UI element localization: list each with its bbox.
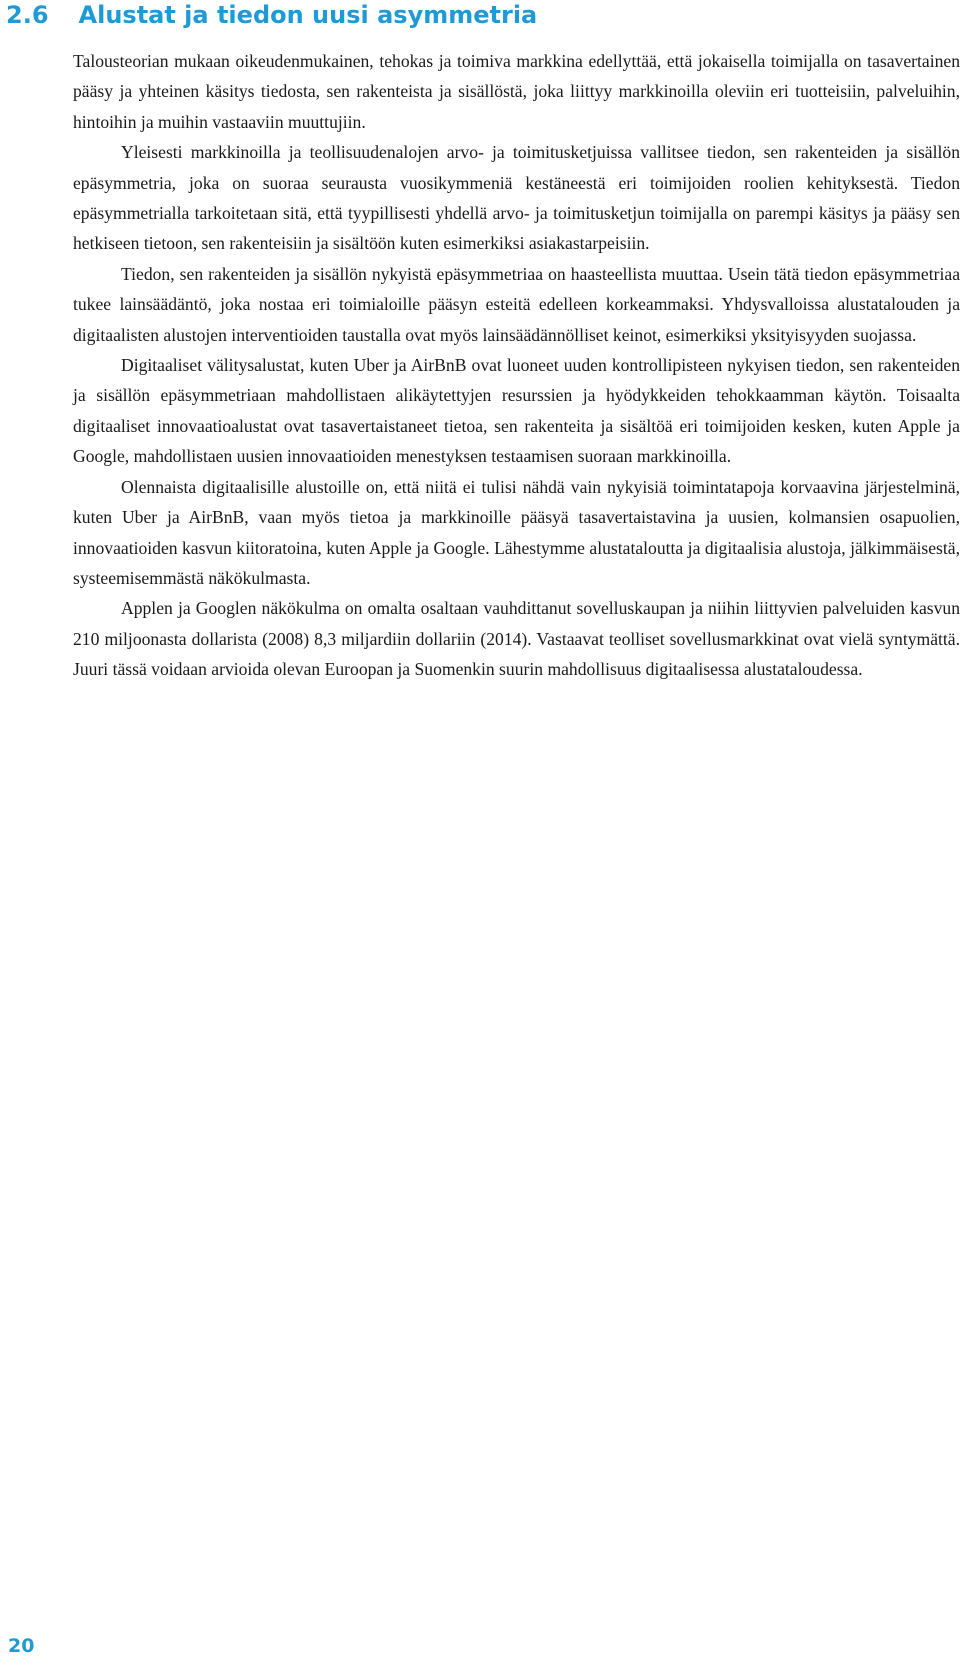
section-title: Alustat ja tiedon uusi asymmetria xyxy=(78,1,538,29)
paragraph-3: Tiedon, sen rakenteiden ja sisällön nykyistä epäsymmetriaa on haasteellista muuttaa. Usein tätä tiedon epäsymmetriaa tukee lainsäädäntö, joka nostaa eri toimialoille pääsyn esteitä edelleen korkeammaksi. Yhdysvalloissa alustatalouden ja digitaalisten alustojen interventioiden taustalla ovat myös lainsäädännölliset keinot, esimerkiksi yksityisyyden suojassa. xyxy=(73,263,960,345)
body-text xyxy=(73,46,960,685)
page-number: 20 xyxy=(8,1635,35,1657)
paragraph-4: Digitaaliset välitysalustat, kuten Uber ja AirBnB ovat luoneet uuden kontrollipisteen nykyisen tiedon, sen rakenteiden ja sisällön epäsymmetriaan mahdollistaen alikäytettyjen resurssien ja hyödykkeiden tehokkaamman käytön. Toisaalta digitaaliset innovaatioalustat ovat tasavertaistaneet tietoa, sen rakenteita ja sisältöä eri toimijoiden kesken, kuten Apple ja Google, mahdollistaen uusien innovaatioiden menestyksen testaamisen suoraan markkinoilla. xyxy=(73,355,960,467)
section-heading xyxy=(6,0,537,30)
section-number: 2.6 xyxy=(6,1,49,29)
paragraph-6: Applen ja Googlen näkökulma on omalta osaltaan vauhdittanut sovelluskaupan ja niihin liittyvien palveluiden kasvun 210 miljoonasta dollarista (2008) 8,3 miljardiin dollariin (2014). Vastaavat teolliset sovellusmarkkinat ovat vielä syntymättä. Juuri tässä voidaan arvioida olevan Euroopan ja Suomenkin suurin mahdollisuus digitaalisessa alustataloudessa. xyxy=(73,598,960,680)
paragraph-2: Yleisesti markkinoilla ja teollisuudenalojen arvo- ja toimitusketjuissa vallitsee tiedon, sen rakenteiden ja sisällön epäsymmetria, joka on suoraa seurausta vuosikymmeniä kestäneestä eri toimijoiden roolien kehityksestä. Tiedon epäsymmetrialla tarkoitetaan sitä, että tyypillisesti yhdellä arvo- ja toimitusketjun toimijalla on parempi käsitys ja pääsy sen hetkiseen tietoon, sen rakenteisiin ja sisältöön kuten esimerkiksi asiakastarpeisiin. xyxy=(73,142,960,254)
paragraph-5: Olennaista digitaalisille alustoille on, että niitä ei tulisi nähdä vain nykyisiä toimintatapoja korvaavina järjestelminä, kuten Uber ja AirBnB, vaan myös tietoa ja markkinoille pääsyä tasavertaistavina ja uusien, kolmansien osapuolien, innovaatioiden kasvun kiitoratoina, kuten Apple ja Google. Lähestymme alustataloutta ja digitaalisia alustoja, jälkimmäisestä, systeemisemmästä näkökulmasta. xyxy=(73,476,960,588)
paragraph-1: Talousteorian mukaan oikeudenmukainen, tehokas ja toimiva markkina edellyttää, että jokaisella toimijalla on tasavertainen pääsy ja yhteinen käsitys tiedosta, sen rakenteista ja sisällöstä, joka liittyy markkinoilla oleviin eri tuotteisiin, palveluihin, hintoihin ja muihin vastaaviin muuttujiin. xyxy=(73,51,960,132)
